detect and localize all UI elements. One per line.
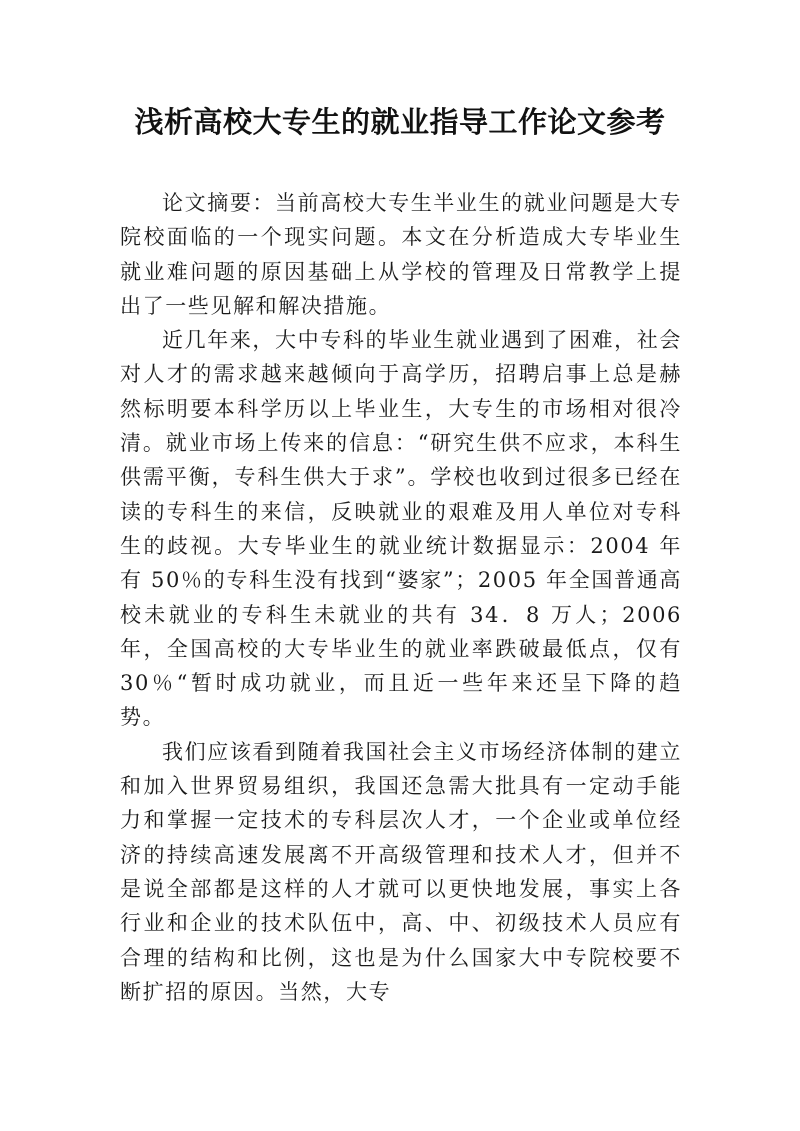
abstract-paragraph: 论文摘要：当前高校大专生半业生的就业问题是大专院校面临的一个现实问题。本文在分析造成大专毕业生就业难问题的原因基础上从学校的管理及日常教学上提出了一些见解和解决措施。 — [120, 191, 682, 318]
document-body — [120, 186, 682, 1009]
body-paragraph: 我们应该看到随着我国社会主义市场经济体制的建立和加入世界贸易组织，我国还急需大批具有一定动手能力和掌握一定技术的专科层次人才，一个企业或单位经济的持续高速发展离不开高级管理和技术人才，但并不是说全部都是这样的人才就可以更快地发展，事实上各行业和企业的技术队伍中，高、中、初级技术人员应有合理的结构和比例，这也是为什么国家大中专院校要不断扩招的原因。当然，大专 — [120, 739, 682, 1004]
document-title: 浅析高校大专生的就业指导工作论文参考 — [134, 105, 666, 139]
body-paragraph: 近几年来，大中专科的毕业生就业遇到了困难，社会对人才的需求越来越倾向于高学历，招聘启事上总是赫然标明要本科学历以上毕业生，大专生的市场相对很冷清。就业市场上传来的信息：“研究生供不应求，本科生供需平衡，专科生供大于求”。学校也收到过很多已经在读的专科生的来信，反映就业的艰难及用人单位对专科生的歧视。大专毕业生的就业统计数据显示：2004 年有 50％的专科生没有找到“婆家”；2005 年全国普通高校未就业的专科生未就业的共有 34．8 万人；2006 年，全国高校的大专毕业生的就业率跌破最低点，仅有 30％“暂时成功就业，而且近一些年来还呈下降的趋势。 — [120, 328, 682, 730]
